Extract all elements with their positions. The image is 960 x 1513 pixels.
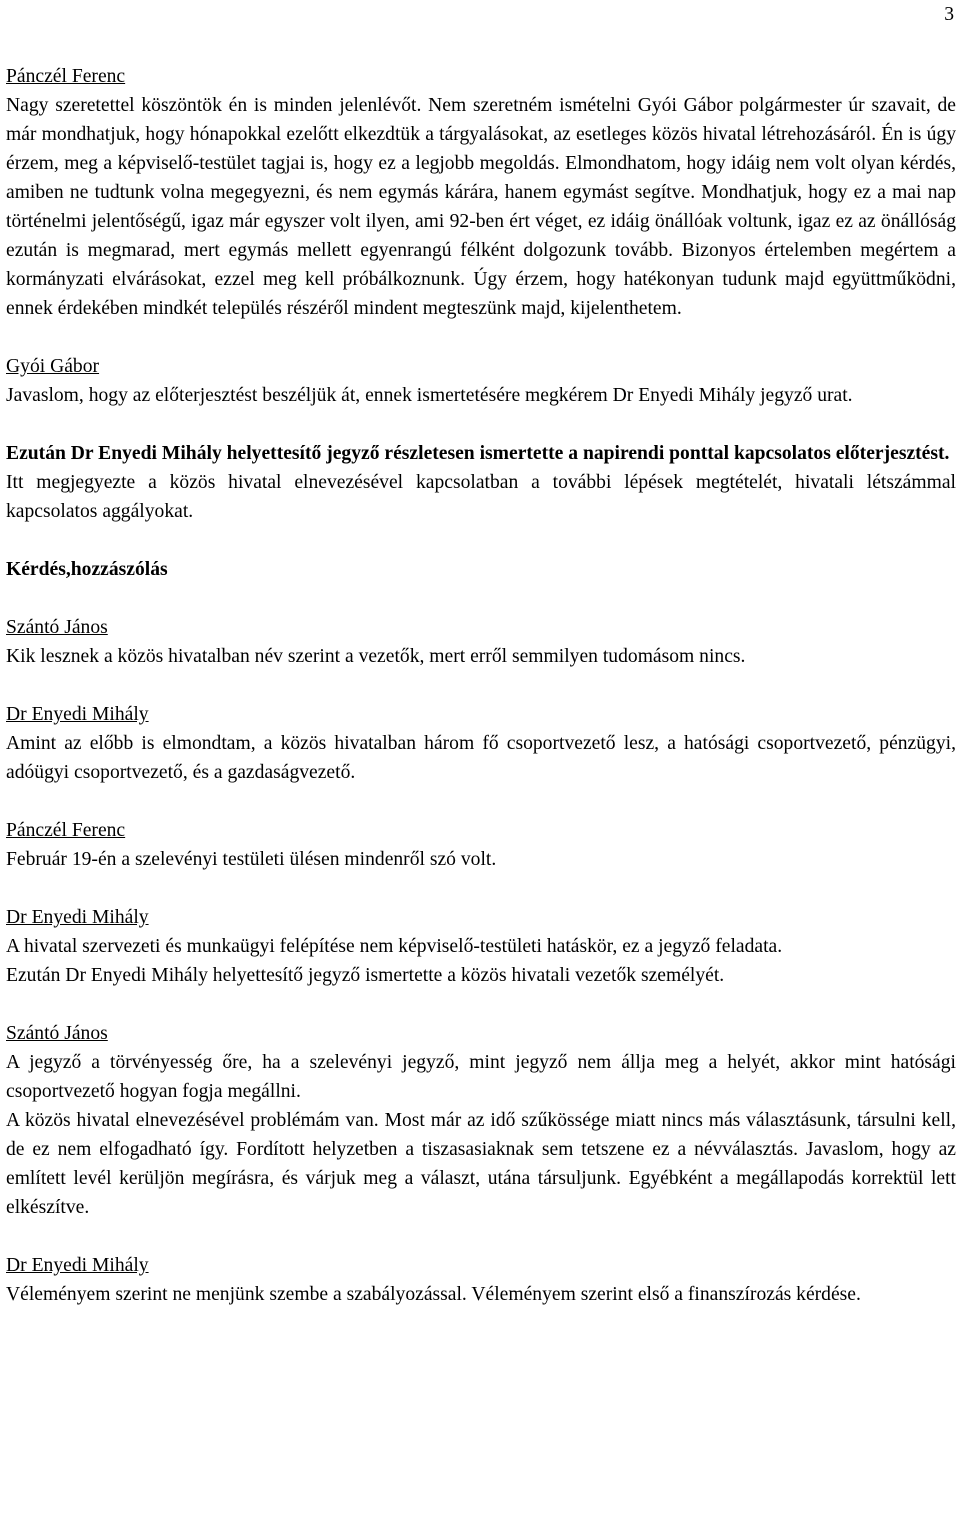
speech-paragraph: Véleményem szerint ne menjünk szembe a szabályozással. Véleményem szerint első a finanszírozás kérdése. [6, 1284, 861, 1305]
speech-block [6, 1019, 956, 1222]
speech-paragraph: Nagy szeretettel köszöntök én is minden jelenlévőt. Nem szeretném ismételni Gyói Gábor polgármester úr szavait, de már mondhatjuk, hogy hónapokkal ezelőtt elkezdtük a tárgyalásokat, az esetleges közös hivatal létrehozásáról. Én is úgy érzem, meg a képviselő-testület tagjai is, hogy ez a legjobb megoldás. Elmondhatom, hogy idáig nem volt olyan kérdés, amiben ne tudtunk volna megegyezni, és nem egymás kárára, hanem egymást segítve. Mondhatjuk, hogy ez a mai nap történelmi jelentőségű, igaz már egyszer volt ilyen, ami 92-ben ért véget, ez idáig önállóak voltunk, igaz ez az önállóság ezután is megmarad, mert egymás mellett egyenrangú félként dolgozunk tovább. Bizonyos értelemben megértem a kormányzati elvárásokat, ezzel meg kell próbálkoznunk. Úgy érzem, hogy hatékonyan tudunk majd együttműködni, ennek érdekében mindkét település részéről mindent megteszünk majd, kijelenthetem. [6, 95, 956, 319]
speech-paragraph: A jegyző a törvényesség őre, ha a szelevényi jegyző, mint jegyző nem állja meg a helyét, akkor mint hatósági csoportvezető hogyan fogja megállni. [6, 1052, 956, 1102]
speech-paragraph: A közös hivatal elnevezésével problémám van. Most már az idő szűkössége miatt nincs más választásunk, társulni kell, de ez nem elfogadható így. Fordított helyzetben a tiszasasiaknak sem tetszene ez a névválasztás. Javaslom, hogy az említett levél kerüljön megírásra, és várjuk meg a választ, utána társuljunk. Egyébként a megállapodás korrektül lett elkészítve. [6, 1110, 956, 1218]
speech-block [6, 613, 956, 671]
document-page [6, 62, 956, 1338]
section [6, 555, 956, 584]
speech-block [6, 816, 956, 874]
speech-block [6, 903, 956, 990]
speech-paragraph: Amint az előbb is elmondtam, a közös hivatalban három fő csoportvezető lesz, a hatósági csoportvezető, pénzügyi, adóügyi csoportvezető, és a gazdaságvezető. [6, 733, 956, 783]
speech-paragraph: Javaslom, hogy az előterjesztést beszéljük át, ennek ismertetésére megkérem Dr Enyedi Mihály jegyző urat. [6, 385, 853, 406]
bold-statement: Ezután Dr Enyedi Mihály helyettesítő jegyző részletesen ismertette a napirendi ponttal kapcsolatos előterjesztést. [6, 443, 950, 464]
speech-paragraph: Kik lesznek a közös hivatalban név szerint a vezetők, mert erről semmilyen tudomásom nincs. [6, 646, 746, 667]
speech-block [6, 62, 956, 323]
minutes-note [6, 439, 956, 526]
speech-block [6, 1251, 956, 1309]
speaker-name: Dr Enyedi Mihály [6, 907, 149, 928]
speaker-name: Gyói Gábor [6, 356, 100, 377]
section-heading: Kérdés,hozzászólás [6, 559, 168, 580]
note-paragraph: Itt megjegyezte a közös hivatal elnevezésével kapcsolatban a további lépések megtételét, hivatali létszámmal kapcsolatos aggályokat. [6, 472, 956, 522]
speech-block [6, 700, 956, 787]
page-number: 3 [944, 4, 954, 25]
speaker-name: Pánczél Ferenc [6, 66, 126, 87]
speech-paragraph: Február 19-én a szelevényi testületi ülésen mindenről szó volt. [6, 849, 497, 870]
speaker-name: Pánczél Ferenc [6, 820, 126, 841]
speech-paragraph: Ezután Dr Enyedi Mihály helyettesítő jegyző ismertette a közös hivatali vezetők személyét. [6, 965, 725, 986]
speaker-name: Dr Enyedi Mihály [6, 1255, 149, 1276]
speech-paragraph: A hivatal szervezeti és munkaügyi felépítése nem képviselő-testületi hatáskör, ez a jegyző feladata. [6, 936, 783, 957]
speaker-name: Dr Enyedi Mihály [6, 704, 149, 725]
speech-block [6, 352, 956, 410]
speaker-name: Szántó János [6, 1023, 108, 1044]
speaker-name: Szántó János [6, 617, 108, 638]
